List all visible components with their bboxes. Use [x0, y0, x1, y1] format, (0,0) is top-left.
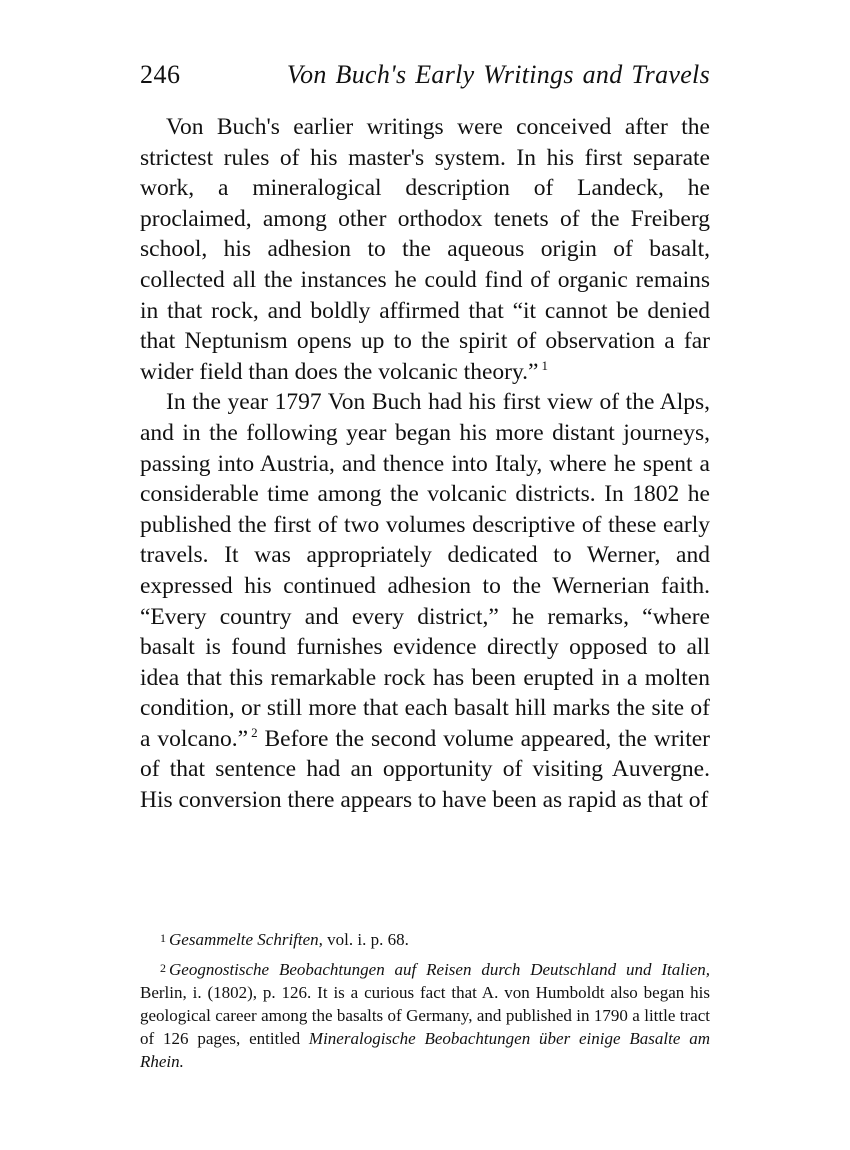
paragraph-text: Before the second volume appeared, the writer of that sentence had an opportunity of visiting Auvergne. His conversion there appears to have been as rapid as that of — [140, 725, 710, 814]
footnote — [140, 958, 710, 1073]
footnote-text: Berlin, i. (1802), p. 126. It is a curious fact that A. von Humboldt also began his geological career among the basalts of Germany, and published in 1790 a little tract of 126 pages, entitled — [140, 983, 710, 1048]
footnote-title: Gesammelte Schriften, — [169, 930, 323, 949]
footnote-title: Geognostische Beobachtungen auf Reisen durch Deutschland und Italien, — [169, 960, 710, 979]
paragraph-text: Von Buch's earlier writings were conceived after the strictest rules of his master's system. In his first separate work, a mineralogical description of Landeck, he proclaimed, among other orthodox tenets of the Freiberg school, his adhesion to the aqueous origin of basalt, collected all the instances he could find of organic remains in that rock, and boldly affirmed that “it cannot be denied that Neptunism opens up to the spirit of observation a far wider field than does the volcanic theory.” — [140, 114, 710, 385]
footnote-reference: 2 — [251, 724, 258, 740]
paragraph — [140, 112, 710, 387]
footnote — [140, 928, 710, 951]
paragraph — [140, 387, 710, 815]
footnote-text: vol. i. p. 68. — [322, 930, 409, 949]
running-title: Von Buch's Early Writings and Travels — [286, 60, 710, 89]
footnote-reference: 1 — [541, 357, 548, 373]
paragraph-text: In the year 1797 Von Buch had his first view of the Alps, and in the following year began his more distant journeys, passing into Austria, and thence into Italy, where he spent a considerable time among the volcanic districts. In 1802 he published the first of two volumes descriptive of these early travels. It was appropriately dedicated to Werner, and expressed his continued adhesion to the Wernerian faith. “Every country and every district,” he remarks, “where basalt is found furnishes evidence directly opposed to all idea that this remarkable rock has been erupted in a molten condition, or still more that each basalt hill marks the site of a volcano.” — [140, 389, 710, 752]
footnotes — [140, 928, 710, 1080]
page-header — [140, 60, 710, 100]
footnote-marker: 1 — [160, 931, 166, 945]
main-text — [140, 112, 710, 816]
footnote-title: Mineralogische Beobachtungen über einige Basalte am Rhein. — [140, 1029, 710, 1071]
page-number: 246 — [140, 60, 181, 89]
footnote-marker: 2 — [160, 961, 166, 975]
